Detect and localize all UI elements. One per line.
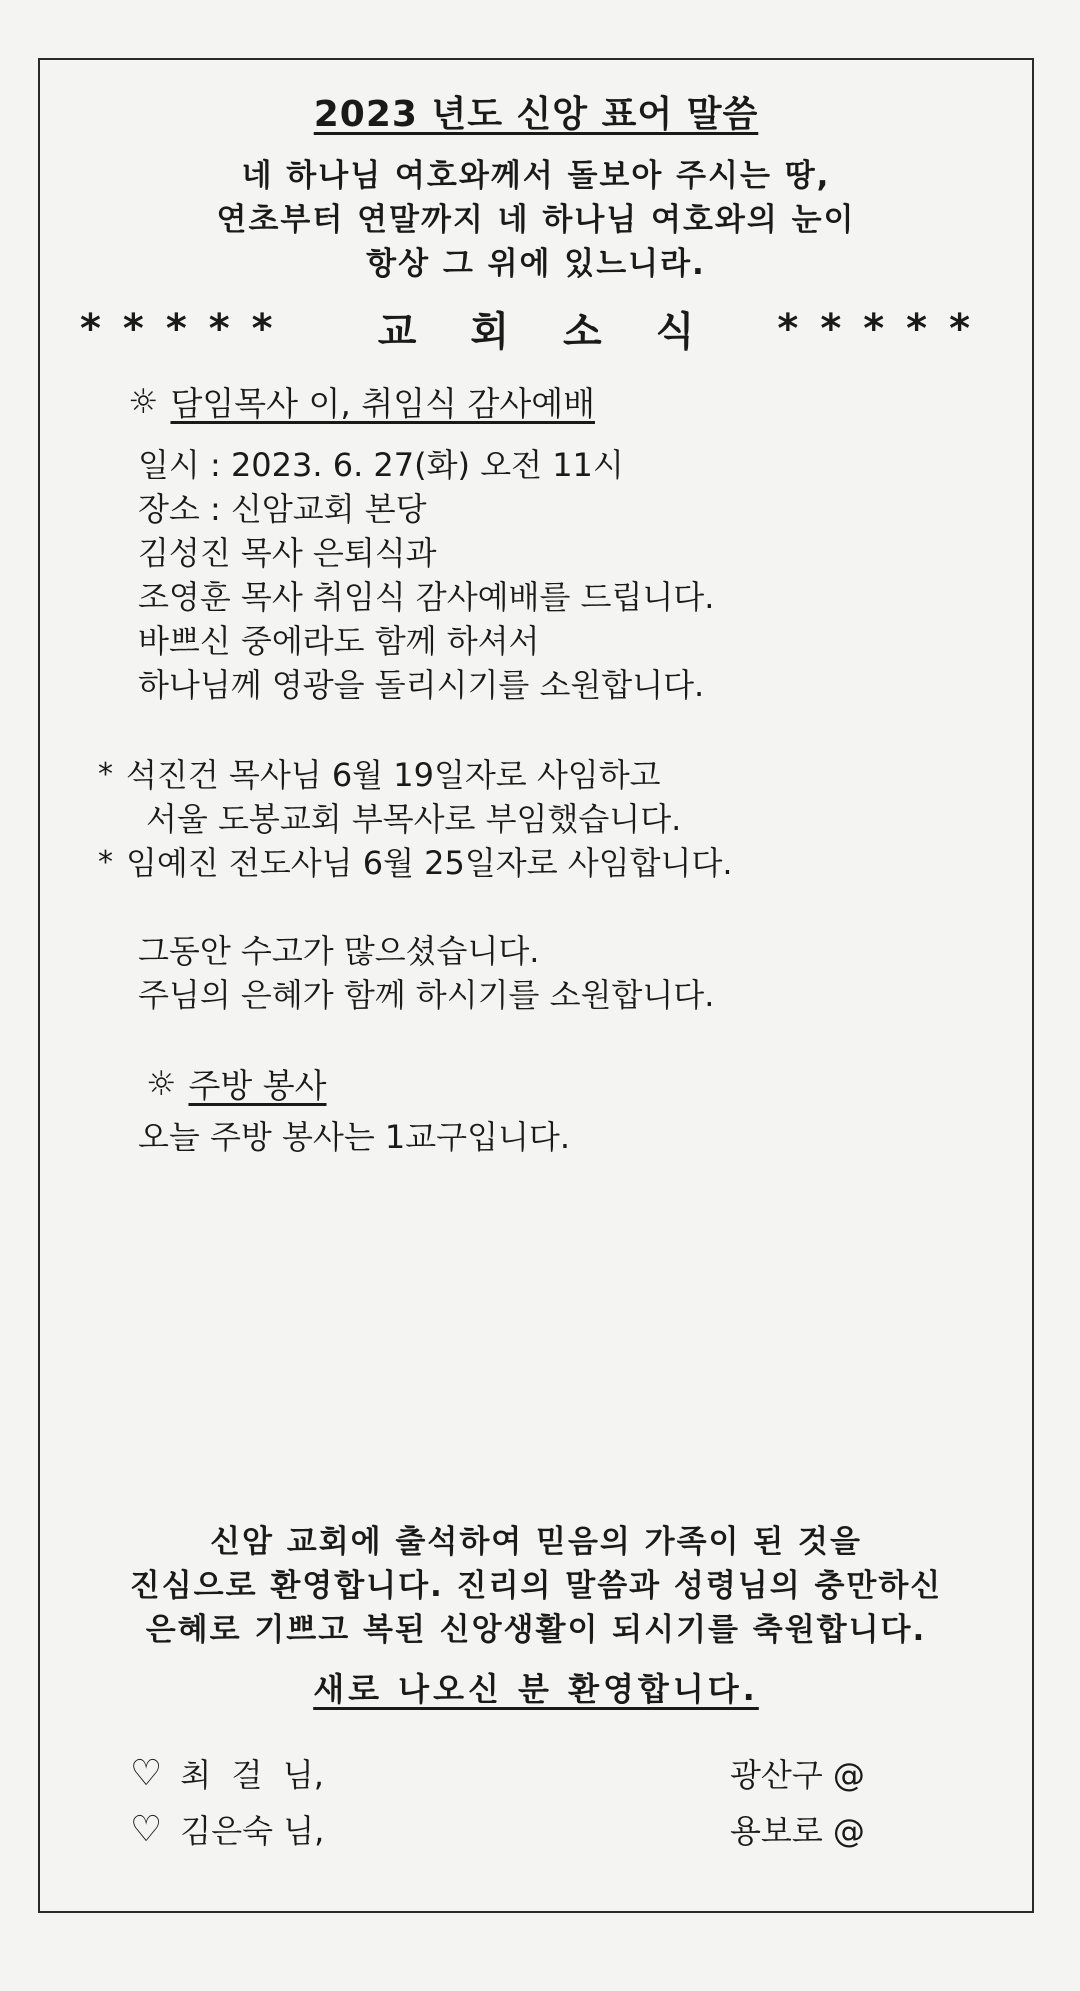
bulletin-frame <box>38 58 1034 1913</box>
sun-icon: ☼ <box>146 1063 177 1104</box>
installation-line-5: 바쁘신 중에라도 함께 하셔서 <box>138 622 540 660</box>
installation-place: 장소 : 신암교회 본당 <box>138 490 427 528</box>
church-news-header <box>80 300 992 357</box>
thanks-line-1: 그동안 수고가 많으셨습니다. <box>138 932 540 970</box>
kitchen-text: 오늘 주방 봉사는 1교구입니다. <box>138 1118 570 1156</box>
stars-left: ***** <box>80 305 295 352</box>
motto-line-1: 네 하나님 여호와께서 돌보아 주시는 땅, <box>241 158 831 194</box>
newcomer-region: 광산구 @ <box>730 1756 865 1794</box>
newcomer-name: 최 걸 님, <box>180 1756 324 1794</box>
installation-line-6: 하나님께 영광을 돌리시기를 소원합니다. <box>138 666 705 704</box>
motto-title: 2023 년도 신앙 표어 말씀 <box>313 94 759 135</box>
installation-line-4: 조영훈 목사 취임식 감사예배를 드립니다. <box>138 578 715 616</box>
newcomer-row <box>130 1806 865 1852</box>
bullet-1: * <box>98 757 113 792</box>
welcome-line-1: 신암 교회에 출석하여 믿음의 가족이 된 것을 <box>210 1524 862 1560</box>
motto-line-3: 항상 그 위에 있느니라. <box>366 246 706 282</box>
kitchen-section-title <box>146 1060 327 1107</box>
welcome-line-2: 진심으로 환영합니다. 진리의 말씀과 성령님의 충만하신 <box>129 1568 943 1604</box>
installation-section-title <box>128 378 595 425</box>
stars-right: ***** <box>777 305 992 352</box>
heart-icon: ♡ <box>130 1752 163 1794</box>
kitchen-title: 주방 봉사 <box>188 1066 327 1105</box>
heart-icon: ♡ <box>130 1808 163 1850</box>
thanks-line-2: 주님의 은혜가 함께 하시기를 소원합니다. <box>138 976 715 1014</box>
newcomer-name: 김은숙 님, <box>180 1812 325 1850</box>
welcome-title: 새로 나오신 분 환영합니다. <box>313 1670 759 1708</box>
installation-title: 담임목사 이, 취임식 감사예배 <box>170 384 595 423</box>
sun-icon: ☼ <box>128 381 159 422</box>
installation-date: 일시 : 2023. 6. 27(화) 오전 11시 <box>138 446 624 484</box>
notice-2: 임예진 전도사님 6월 25일자로 사임합니다. <box>126 844 733 882</box>
newcomer-region: 용보로 @ <box>730 1812 865 1850</box>
welcome-line-3: 은혜로 기쁘고 복된 신앙생활이 되시기를 축원합니다. <box>145 1612 927 1648</box>
notice-1-line-1: 석진건 목사님 6월 19일자로 사임하고 <box>126 756 661 794</box>
motto-line-2: 연초부터 연말까지 네 하나님 여호와의 눈이 <box>216 202 856 238</box>
newcomer-row <box>130 1750 865 1796</box>
church-news-title: 교회소식 <box>377 309 749 355</box>
installation-line-3: 김성진 목사 은퇴식과 <box>138 534 437 572</box>
bullet-2: * <box>98 845 113 880</box>
notice-1-line-2: 서울 도봉교회 부목사로 부임했습니다. <box>146 800 682 838</box>
